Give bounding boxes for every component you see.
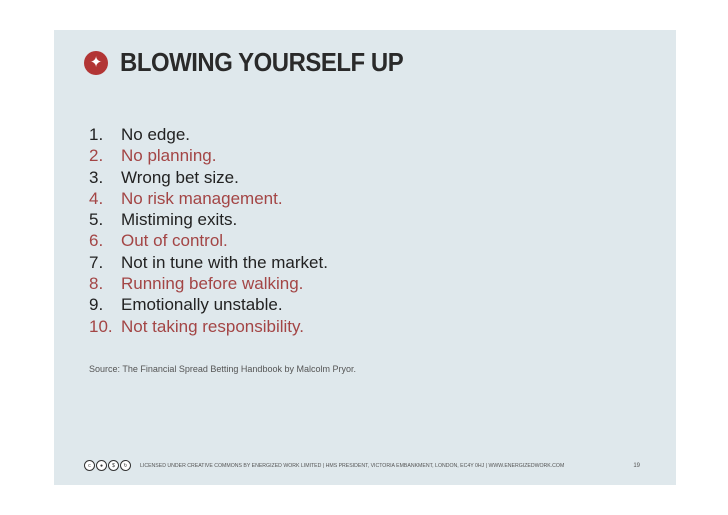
item-text: Running before walking. bbox=[121, 274, 304, 294]
item-text: No risk management. bbox=[121, 188, 283, 208]
list-item bbox=[89, 209, 328, 230]
list-item bbox=[89, 252, 328, 273]
item-number: 7. bbox=[89, 252, 104, 272]
list-item bbox=[89, 124, 328, 145]
page-number: 19 bbox=[633, 462, 640, 469]
cc-icon: c bbox=[84, 460, 95, 471]
list-item bbox=[89, 230, 328, 251]
item-text: Not taking responsibility. bbox=[121, 316, 304, 336]
noncommercial-icon: $ bbox=[108, 460, 119, 471]
item-number: 5. bbox=[89, 210, 104, 230]
list-item bbox=[89, 167, 328, 188]
license-text: LICENSED UNDER CREATIVE COMMONS BY ENERGIZED WORK LIMITED | HMS PRESIDENT, VICTORIA EMBANKMENT, LONDON, EC4Y 0HJ | WWW.ENERGIZEDWORK.COM bbox=[140, 462, 565, 469]
item-text: Emotionally unstable. bbox=[121, 295, 283, 315]
sharealike-icon: ↻ bbox=[120, 460, 131, 471]
item-text: No edge. bbox=[121, 125, 190, 144]
star-badge-icon: ✦ bbox=[84, 51, 108, 75]
list-item bbox=[89, 294, 328, 315]
item-number: 8. bbox=[89, 274, 104, 294]
list-item bbox=[89, 316, 328, 337]
footer bbox=[84, 460, 640, 471]
item-text: Wrong bet size. bbox=[121, 167, 239, 187]
attribution-icon: ● bbox=[96, 460, 107, 471]
item-text: Mistiming exits. bbox=[121, 210, 238, 230]
item-text: Out of control. bbox=[121, 231, 228, 251]
creative-commons-badges bbox=[84, 460, 132, 471]
item-text: No planning. bbox=[121, 146, 217, 166]
item-number: 9. bbox=[89, 295, 104, 315]
title-row bbox=[84, 47, 428, 78]
item-number: 2. bbox=[89, 146, 104, 166]
list-item bbox=[89, 145, 328, 166]
reasons-list bbox=[89, 124, 328, 337]
item-number: 6. bbox=[89, 231, 104, 251]
source-citation: Source: The Financial Spread Betting Handbook by Malcolm Pryor. bbox=[89, 364, 356, 374]
list-item bbox=[89, 273, 328, 294]
item-number: 3. bbox=[89, 167, 104, 187]
slide-title: BLOWING YOURSELF UP bbox=[120, 47, 404, 77]
item-number: 4. bbox=[89, 188, 104, 208]
item-number: 10. bbox=[89, 316, 113, 336]
list-item bbox=[89, 188, 328, 209]
item-number: 1. bbox=[89, 125, 104, 144]
item-text: Not in tune with the market. bbox=[121, 252, 328, 272]
